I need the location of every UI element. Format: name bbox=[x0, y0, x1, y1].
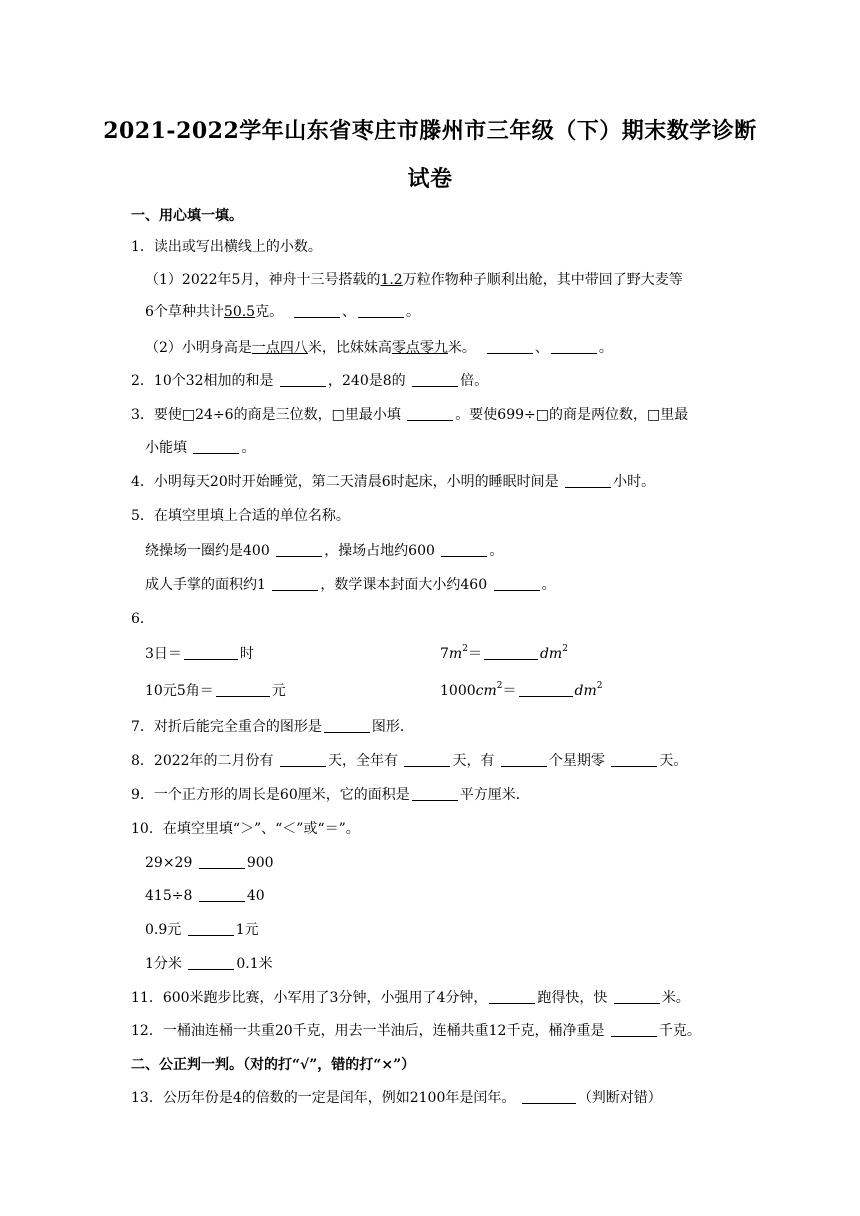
text: 4．小明每天20时开始睡觉，第二天清晨6时起床，小明的睡眠时间是 bbox=[131, 474, 559, 490]
question-3-line1 bbox=[131, 405, 688, 425]
text: 小时。 bbox=[613, 474, 656, 490]
page-title-line1: 2021-2022学年山东省枣庄市滕州市三年级（下）期末数学诊断 bbox=[103, 118, 757, 144]
text: 12．一桶油连桶一共重20千克，用去一半油后，连桶共重12千克，桶净重是 bbox=[131, 1023, 605, 1039]
question-2 bbox=[131, 371, 488, 391]
question-5-line1 bbox=[145, 541, 503, 561]
answer-blank[interactable] bbox=[184, 645, 238, 660]
text: 1分米 bbox=[145, 956, 182, 972]
answer-blank[interactable] bbox=[489, 989, 535, 1004]
answer-blank[interactable] bbox=[494, 576, 540, 591]
text: ＝ bbox=[467, 646, 482, 662]
answer-blank[interactable] bbox=[272, 576, 318, 591]
text: 绕操场一圈约是400 bbox=[145, 543, 270, 559]
question-6-row1-left bbox=[145, 644, 254, 664]
text: 11．600米跑步比赛，小军用了3分钟，小强用了4分钟， bbox=[131, 990, 488, 1006]
text: 万粒作物种子顺利出舱，其中带回了野大麦等 bbox=[402, 272, 683, 288]
text: 天，有 bbox=[452, 753, 495, 769]
text: 。 bbox=[541, 577, 556, 593]
question-6-row1-right bbox=[440, 644, 568, 664]
answer-blank[interactable] bbox=[407, 406, 453, 421]
answer-blank[interactable] bbox=[614, 989, 660, 1004]
unit: dm bbox=[539, 646, 563, 662]
answer-blank[interactable] bbox=[280, 752, 326, 767]
text: （2）小明身高是 bbox=[145, 340, 252, 356]
question-1-part-1-line2 bbox=[145, 302, 420, 322]
answer-blank[interactable] bbox=[611, 1022, 657, 1037]
question-5-stem: 5．在填空里填上合适的单位名称。 bbox=[131, 508, 350, 524]
section-heading-1: 一、用心填一填。 bbox=[131, 208, 243, 224]
answer-blank[interactable] bbox=[294, 303, 340, 318]
text: 克。 bbox=[255, 304, 284, 320]
answer-blank[interactable] bbox=[412, 786, 458, 801]
text: ，数学课本封面大小约460 bbox=[320, 577, 488, 593]
unit: dm bbox=[574, 683, 597, 699]
text: 米。 bbox=[447, 340, 476, 356]
question-6-row2-left bbox=[145, 681, 286, 701]
text: ，240是8的 bbox=[328, 373, 406, 389]
question-5-line2 bbox=[145, 575, 556, 595]
answer-blank[interactable] bbox=[199, 854, 245, 869]
page-title-line2: 试卷 bbox=[407, 166, 453, 192]
text: 900 bbox=[246, 855, 274, 871]
text: 。要使699÷□的商是两位数，□里最 bbox=[455, 407, 689, 423]
question-10-item bbox=[145, 853, 274, 873]
text: 、 bbox=[534, 340, 549, 356]
text: 米，比妹妹高 bbox=[307, 340, 392, 356]
question-10-item bbox=[145, 954, 273, 974]
unit: cm bbox=[475, 683, 497, 699]
question-7 bbox=[131, 717, 414, 737]
underlined-number: 1.2 bbox=[380, 272, 403, 288]
text: 千克。 bbox=[658, 1023, 701, 1039]
text: 米。 bbox=[661, 990, 690, 1006]
question-10-stem: 10．在填空里填“＞”、“＜”或“＝”。 bbox=[131, 821, 360, 837]
answer-blank[interactable] bbox=[276, 542, 322, 557]
text: 415÷8 bbox=[145, 888, 193, 904]
text: 2．10个32相加的和是 bbox=[131, 373, 274, 389]
text: 40 bbox=[246, 888, 265, 904]
answer-blank[interactable] bbox=[188, 921, 234, 936]
question-1-stem: 1．读出或写出横线上的小数。 bbox=[131, 239, 322, 255]
text: 0.9元 bbox=[145, 922, 182, 938]
text: 个星期零 bbox=[548, 753, 605, 769]
text: 6个草种共计 bbox=[145, 304, 224, 320]
text: （1）2022年5月，神舟十三号搭载的 bbox=[145, 272, 381, 288]
answer-blank[interactable] bbox=[199, 887, 245, 902]
exponent: 2 bbox=[596, 681, 603, 692]
text: 元 bbox=[271, 683, 286, 699]
text: 成人手掌的面积约1 bbox=[145, 577, 266, 593]
text: 0.1米 bbox=[236, 956, 273, 972]
text: 8．2022年的二月份有 bbox=[131, 753, 274, 769]
answer-blank[interactable] bbox=[522, 1089, 576, 1104]
text: ＝ bbox=[502, 683, 517, 699]
exponent: 2 bbox=[562, 644, 568, 655]
text: 1000 bbox=[440, 683, 476, 699]
answer-blank[interactable] bbox=[551, 339, 597, 354]
answer-blank[interactable] bbox=[441, 542, 487, 557]
unit: m bbox=[448, 646, 463, 662]
question-10-item bbox=[145, 920, 259, 940]
text: 。 bbox=[489, 543, 504, 559]
text: 。 bbox=[241, 440, 256, 456]
answer-blank[interactable] bbox=[404, 752, 450, 767]
question-9 bbox=[131, 785, 530, 805]
answer-blank[interactable] bbox=[412, 372, 458, 387]
question-3-line2 bbox=[145, 438, 255, 458]
exponent: 2 bbox=[462, 644, 468, 655]
underlined-number: 50.5 bbox=[223, 304, 256, 320]
text: 天，全年有 bbox=[328, 753, 398, 769]
question-1-part-2 bbox=[145, 338, 613, 358]
answer-blank[interactable] bbox=[358, 303, 404, 318]
text: 天。 bbox=[659, 753, 688, 769]
answer-blank[interactable] bbox=[519, 682, 573, 697]
answer-blank[interactable] bbox=[487, 339, 533, 354]
answer-blank[interactable] bbox=[280, 372, 326, 387]
question-6-row2-right bbox=[440, 681, 602, 701]
text: 1元 bbox=[235, 922, 259, 938]
text: ，操场占地约600 bbox=[324, 543, 435, 559]
text: 9．一个正方形的周长是60厘米，它的面积是 bbox=[131, 787, 410, 803]
question-13 bbox=[131, 1088, 662, 1108]
question-4 bbox=[131, 472, 655, 492]
text: 3．要使□24÷6的商是三位数，□里最小填 bbox=[131, 407, 401, 423]
text: 时 bbox=[239, 646, 254, 662]
question-11 bbox=[131, 988, 690, 1008]
text: 13．公历年份是4的倍数的一定是闰年，例如2100年是闰年。 bbox=[131, 1090, 516, 1106]
answer-blank[interactable] bbox=[324, 718, 370, 733]
text: 图形． bbox=[371, 719, 414, 735]
question-10-item bbox=[145, 886, 265, 906]
question-12 bbox=[131, 1021, 701, 1041]
text: （判断对错） bbox=[577, 1090, 662, 1106]
underlined-word: 零点零九 bbox=[391, 340, 448, 356]
text: 7．对折后能完全重合的图形是 bbox=[131, 719, 322, 735]
text: 跑得快，快 bbox=[537, 990, 608, 1006]
text: 29×29 bbox=[145, 855, 193, 871]
text: 10元5角＝ bbox=[145, 683, 214, 699]
answer-blank[interactable] bbox=[216, 682, 270, 697]
answer-blank[interactable] bbox=[484, 645, 538, 660]
question-6-stem: 6． bbox=[131, 611, 154, 627]
exponent: 2 bbox=[496, 681, 503, 692]
text: 3日＝ bbox=[145, 646, 182, 662]
section-heading-2: 二、公正判一判。（对的打“√”，错的打“×”） bbox=[131, 1057, 416, 1073]
text: 、 bbox=[342, 304, 356, 320]
text: 平方厘米． bbox=[459, 787, 530, 803]
text: 倍。 bbox=[460, 373, 489, 389]
underlined-word: 一点四八 bbox=[251, 340, 308, 356]
answer-blank[interactable] bbox=[565, 473, 611, 488]
text: 。 bbox=[598, 340, 613, 356]
question-8 bbox=[131, 751, 687, 771]
answer-blank[interactable] bbox=[193, 439, 239, 454]
text: 。 bbox=[406, 304, 420, 320]
text: 7 bbox=[440, 646, 449, 662]
question-1-part-1-line1 bbox=[145, 270, 683, 290]
answer-blank[interactable] bbox=[501, 752, 547, 767]
text: 小能填 bbox=[145, 440, 187, 456]
answer-blank[interactable] bbox=[611, 752, 657, 767]
answer-blank[interactable] bbox=[188, 955, 234, 970]
